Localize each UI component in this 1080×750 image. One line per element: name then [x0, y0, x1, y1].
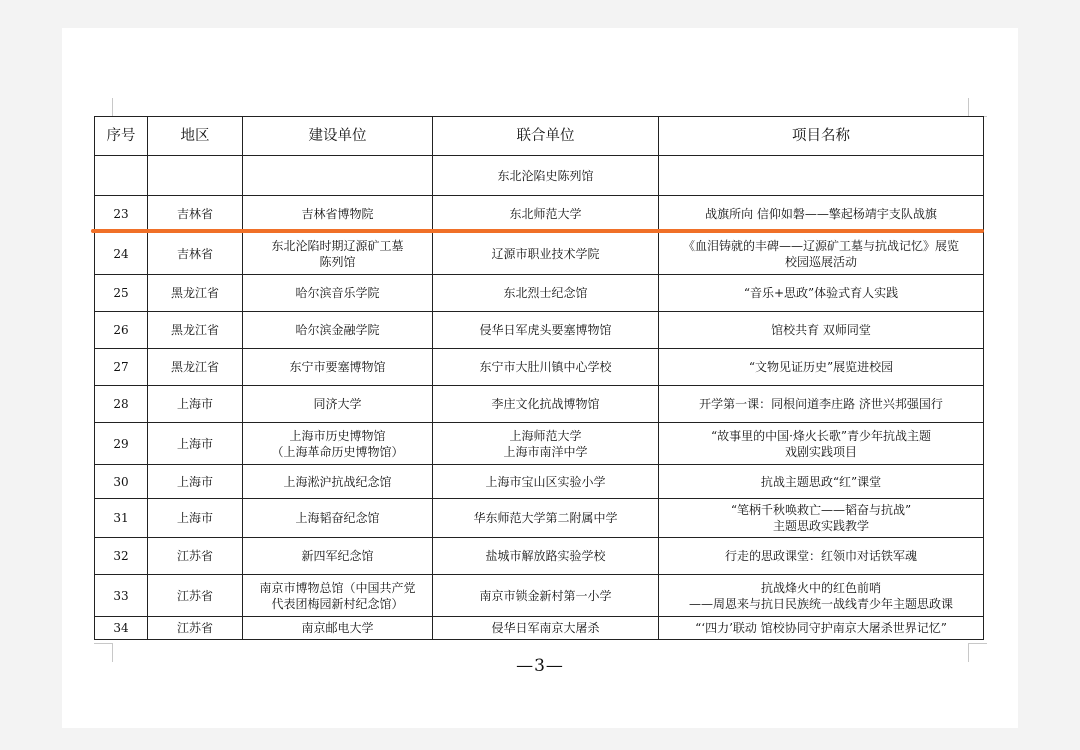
row-partner-line: 侵华日军南京大屠杀 [491, 621, 600, 635]
row-region [148, 312, 243, 349]
row-num-text: 25 [113, 286, 129, 300]
row-project-line: “笔柄千秋唤救亡——韬奋与抗战” [730, 503, 912, 517]
row-project [659, 275, 984, 312]
crop-mark-top-left [94, 98, 113, 117]
table-row [95, 233, 984, 275]
row-partner-line: 东北师范大学 [509, 207, 582, 221]
row-builder-line: （上海革命历史博物馆） [271, 444, 404, 459]
row-num [95, 275, 148, 312]
row-project-line: 开学第一课：同根问道李庄路 济世兴邦强国行 [699, 397, 943, 411]
table-row [95, 386, 984, 423]
row-region-text: 上海市 [176, 397, 213, 411]
row-region [148, 196, 243, 233]
table-row [95, 156, 984, 196]
row-project-line: 馆校共育 双师同堂 [771, 323, 871, 337]
row-num-text: 27 [113, 360, 129, 374]
table-row [95, 575, 984, 617]
header-project: 项目名称 [659, 117, 984, 156]
row-num-text: 23 [113, 207, 129, 221]
row-num-text: 24 [113, 246, 129, 261]
row-num [95, 312, 148, 349]
row-partner-line: 东北烈士纪念馆 [503, 286, 588, 300]
row-partner [433, 575, 659, 617]
row-region-text: 黑龙江省 [170, 286, 219, 300]
row-region [148, 275, 243, 312]
row-project-line: 主题思政实践教学 [772, 519, 869, 533]
row-num-text: 26 [113, 323, 129, 337]
row-num-text: 28 [113, 397, 129, 411]
row-project-line: 校园巡展活动 [784, 254, 857, 269]
row-region-text: 黑龙江省 [170, 360, 219, 374]
row-builder [243, 196, 433, 233]
row-builder [243, 465, 433, 499]
row-project-line: 抗战主题思政“红”课堂 [760, 474, 882, 489]
row-region-text: 吉林省 [176, 246, 213, 261]
row-num-text: 30 [113, 474, 129, 489]
row-region-text: 黑龙江省 [170, 323, 219, 337]
row-builder-line: 吉林省博物院 [301, 207, 374, 221]
row-project [659, 196, 984, 233]
header-num: 序号 [95, 117, 148, 156]
row-project-line: 《血泪铸就的丰碑——辽源矿工墓与抗战记忆》展览 [682, 238, 959, 253]
row-project [659, 538, 984, 575]
row-builder [243, 538, 433, 575]
row-builder [243, 386, 433, 423]
row-project [659, 233, 984, 275]
row-builder [243, 423, 433, 465]
row-num [95, 349, 148, 386]
row-partner [433, 349, 659, 386]
header-builder: 建设单位 [243, 117, 433, 156]
row-region [148, 233, 243, 275]
row-num-text: 29 [113, 436, 129, 451]
row-builder-line: 哈尔滨金融学院 [295, 323, 380, 337]
row-num [95, 538, 148, 575]
row-builder [243, 233, 433, 275]
row-builder [243, 156, 433, 196]
page-number: —3— [516, 656, 564, 676]
row-partner-line: 上海市宝山区实验小学 [485, 474, 606, 489]
row-builder-line: 南京市博物总馆（中国共产党 [259, 580, 416, 595]
row-region-text: 上海市 [176, 436, 213, 451]
row-builder-line: 哈尔滨音乐学院 [295, 286, 380, 300]
row-num [95, 617, 148, 640]
table-row [95, 275, 984, 312]
row-project-line: ——周恩来与抗日民族统一战线青少年主题思政课 [688, 596, 953, 611]
row-partner [433, 312, 659, 349]
row-partner-line: 华东师范大学第二附属中学 [473, 511, 618, 525]
row-project [659, 156, 984, 196]
row-num [95, 196, 148, 233]
table-row [95, 499, 984, 538]
row-partner-line: 上海师范大学 [509, 428, 582, 443]
header-region: 地区 [148, 117, 243, 156]
row-project [659, 423, 984, 465]
row-project [659, 465, 984, 499]
row-project-line: 战旗所向 信仰如磐——擎起杨靖宇支队战旗 [705, 207, 937, 221]
row-partner [433, 386, 659, 423]
row-project-line: 戏剧实践项目 [784, 444, 857, 459]
row-num [95, 465, 148, 499]
table-row [95, 423, 984, 465]
row-partner-line: 东宁市大肚川镇中心学校 [479, 360, 612, 374]
row-builder [243, 499, 433, 538]
row-partner-line: 李庄文化抗战博物馆 [491, 397, 600, 411]
row-project [659, 575, 984, 617]
row-num [95, 423, 148, 465]
row-partner-line: 东北沦陷史陈列馆 [497, 168, 594, 183]
row-partner [433, 465, 659, 499]
row-builder-line: 上海市历史博物馆 [289, 428, 386, 443]
row-builder-line: 陈列馆 [319, 254, 356, 269]
row-region-text: 吉林省 [176, 207, 213, 221]
row-builder [243, 617, 433, 640]
row-region [148, 386, 243, 423]
table-row [95, 312, 984, 349]
row-project [659, 499, 984, 538]
row-region [148, 538, 243, 575]
row-partner [433, 538, 659, 575]
row-num [95, 499, 148, 538]
row-region-text: 上海市 [176, 511, 213, 525]
row-num [95, 386, 148, 423]
row-project [659, 312, 984, 349]
row-builder-line: 上海淞沪抗战纪念馆 [283, 474, 392, 489]
row-builder [243, 349, 433, 386]
row-project [659, 386, 984, 423]
row-num-text: 34 [113, 621, 129, 635]
row-partner [433, 233, 659, 275]
row-num-text: 31 [113, 511, 129, 525]
row-project-line: “音乐+思政”体验式育人实践 [743, 286, 899, 300]
row-region [148, 575, 243, 617]
row-project [659, 349, 984, 386]
table-header-row [95, 117, 984, 156]
row-builder-line: 上海韬奋纪念馆 [295, 511, 380, 525]
row-region-text: 江苏省 [176, 549, 213, 563]
table-row [95, 196, 984, 233]
row-partner-line: 辽源市职业技术学院 [491, 246, 600, 261]
row-builder [243, 575, 433, 617]
row-builder-line: 南京邮电大学 [301, 621, 374, 635]
row-partner-line: 侵华日军虎头要塞博物馆 [479, 323, 612, 337]
row-partner [433, 423, 659, 465]
row-num [95, 156, 148, 196]
row-region [148, 349, 243, 386]
row-partner [433, 617, 659, 640]
row-project-line: “‘四力’联动 馆校协同守护南京大屠杀世界记忆” [695, 621, 947, 635]
row-partner-line: 南京市锁金新村第一小学 [479, 588, 612, 603]
row-region [148, 423, 243, 465]
row-partner-line: 上海市南洋中学 [503, 444, 588, 459]
row-project [659, 617, 984, 640]
row-builder-line: 新四军纪念馆 [301, 549, 374, 563]
row-region [148, 156, 243, 196]
row-region-text: 江苏省 [176, 588, 213, 603]
row-builder-line: 代表团梅园新村纪念馆） [271, 596, 404, 611]
row-project-line: “文物见证历史”展览进校园 [748, 360, 894, 374]
row-partner [433, 275, 659, 312]
highlight-underline [91, 229, 984, 233]
crop-mark-top-right [968, 98, 987, 117]
header-partner: 联合单位 [433, 117, 659, 156]
row-partner [433, 196, 659, 233]
row-region [148, 617, 243, 640]
row-num [95, 575, 148, 617]
row-builder [243, 275, 433, 312]
row-partner [433, 499, 659, 538]
row-builder-line: 同济大学 [313, 397, 362, 411]
row-region [148, 465, 243, 499]
row-project-line: “故事里的中国·烽火长歌”青少年抗战主题 [710, 428, 932, 443]
row-num-text: 33 [113, 588, 129, 603]
row-project-line: 抗战烽火中的红色前哨 [760, 580, 881, 595]
row-num [95, 233, 148, 275]
row-partner-line: 盐城市解放路实验学校 [485, 549, 606, 563]
project-table [94, 116, 984, 640]
row-builder-line: 东宁市要塞博物馆 [289, 360, 386, 374]
row-region-text: 上海市 [176, 474, 213, 489]
row-num-text: 32 [113, 549, 129, 563]
table-row [95, 538, 984, 575]
row-builder-line: 东北沦陷时期辽源矿工墓 [271, 238, 404, 253]
row-region [148, 499, 243, 538]
row-builder [243, 312, 433, 349]
table-row [95, 349, 984, 386]
table-row [95, 465, 984, 499]
row-project-line: 行走的思政课堂：红领巾对话铁军魂 [724, 549, 917, 563]
table-row [95, 617, 984, 640]
row-partner [433, 156, 659, 196]
row-region-text: 江苏省 [176, 621, 213, 635]
